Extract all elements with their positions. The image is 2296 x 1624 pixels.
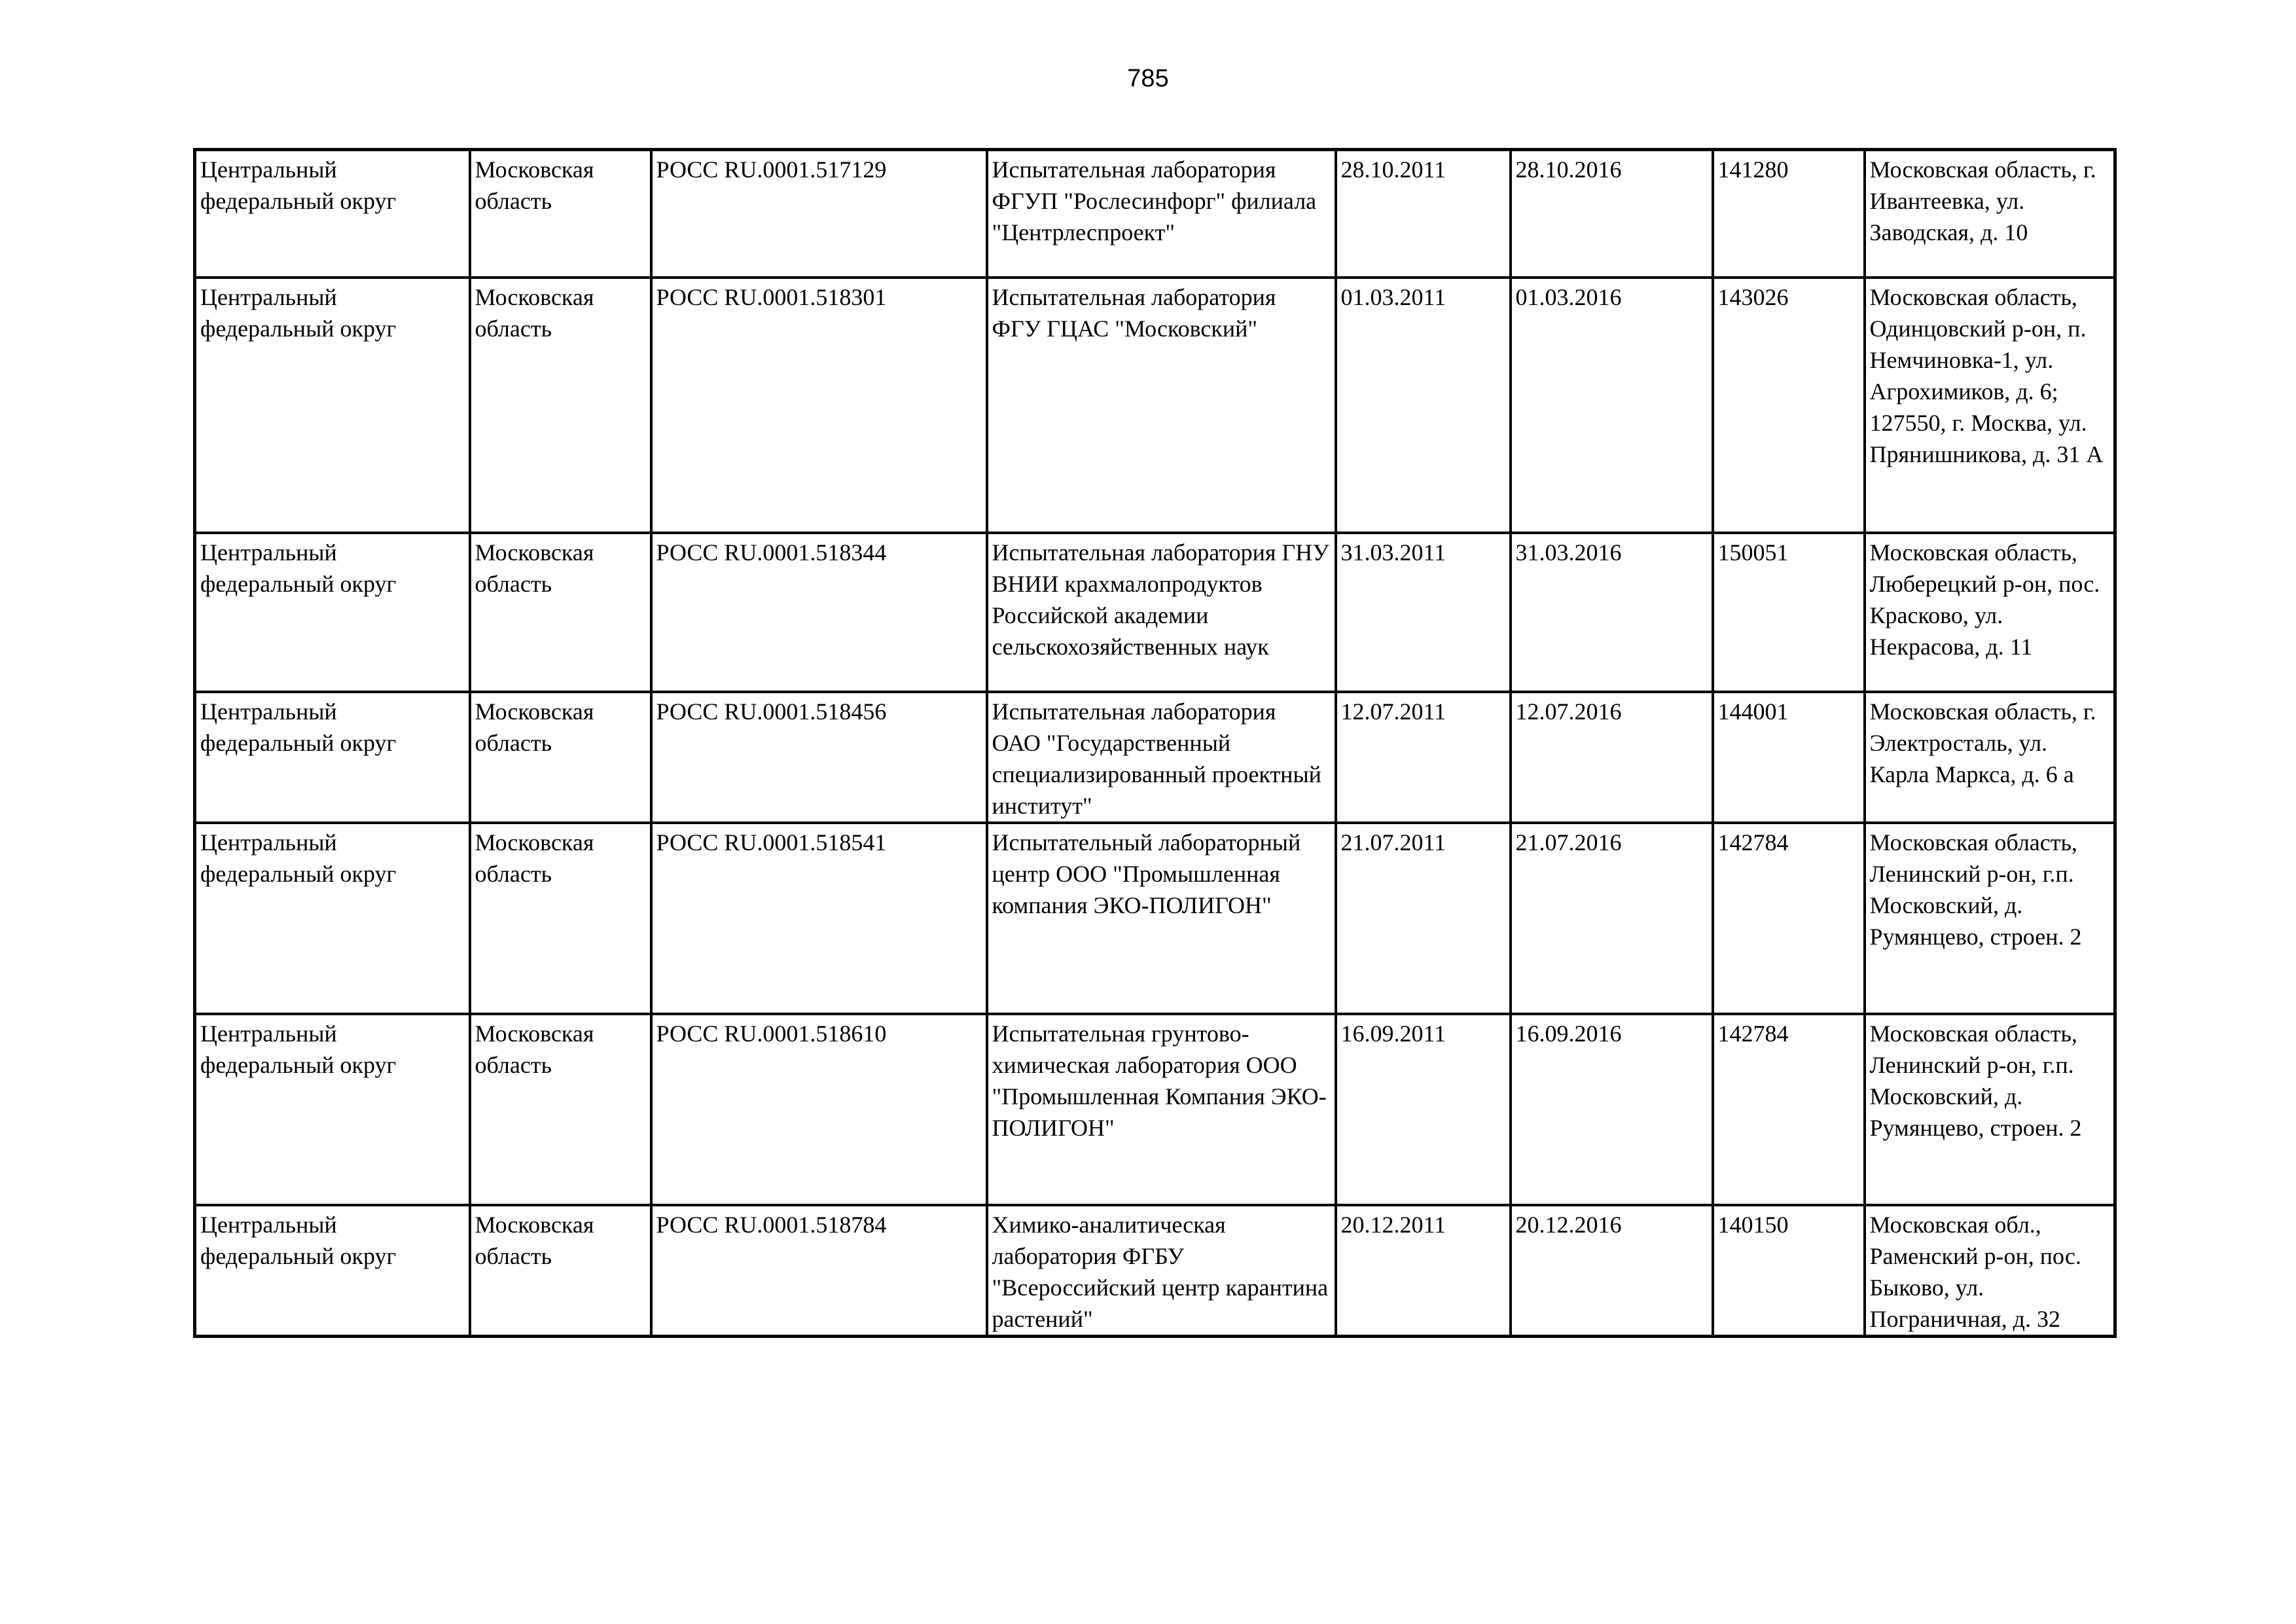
accreditation-number-cell: РОСС RU.0001.518344 [651,533,987,692]
date-to-cell: 28.10.2016 [1511,150,1713,278]
date-to-cell: 20.12.2016 [1511,1205,1713,1337]
region-cell: Московская область [470,1014,651,1205]
postal-code-cell: 141280 [1713,150,1865,278]
date-from-cell: 21.07.2011 [1336,823,1511,1014]
address-cell: Московская область, Люберецкий р-он, пос. Красково, ул. Некрасова, д. 11 [1865,533,2115,692]
accreditation-number-cell: РОСС RU.0001.517129 [651,150,987,278]
accreditation-number-cell: РОСС RU.0001.518456 [651,692,987,823]
laboratory-name-cell: Испытательная лаборатория ОАО "Государственный специализированный проектный институт" [987,692,1336,823]
postal-code-cell: 142784 [1713,1014,1865,1205]
region-cell: Московская область [470,692,651,823]
date-from-cell: 20.12.2011 [1336,1205,1511,1337]
laboratory-name-cell: Испытательная лаборатория ФГУ ГЦАС "Московский" [987,278,1336,533]
district-cell: Центральный федеральный округ [195,1014,470,1205]
district-cell: Центральный федеральный округ [195,692,470,823]
district-cell: Центральный федеральный округ [195,533,470,692]
postal-code-cell: 140150 [1713,1205,1865,1337]
postal-code-cell: 142784 [1713,823,1865,1014]
region-cell: Московская область [470,278,651,533]
accreditation-number-cell: РОСС RU.0001.518541 [651,823,987,1014]
accreditation-number-cell: РОСС RU.0001.518301 [651,278,987,533]
laboratory-registry-table [193,148,2117,1338]
laboratory-name-cell: Испытательная лаборатория ГНУ ВНИИ крахмалопродуктов Российской академии сельскохозяйственных наук [987,533,1336,692]
address-cell: Московская обл., Раменский р-он, пос. Быково, ул. Пограничная, д. 32 [1865,1205,2115,1337]
address-cell: Московская область, г. Электросталь, ул. Карла Маркса, д. 6 а [1865,692,2115,823]
district-cell: Центральный федеральный округ [195,1205,470,1337]
postal-code-cell: 150051 [1713,533,1865,692]
postal-code-cell: 143026 [1713,278,1865,533]
address-cell: Московская область, Одинцовский р-он, п. Немчиновка-1, ул. Агрохимиков, д. 6; 127550, г. Москва, ул. Прянишникова, д. 31 А [1865,278,2115,533]
date-to-cell: 01.03.2016 [1511,278,1713,533]
address-cell: Московская область, Ленинский р-он, г.п. Московский, д. Румянцево, строен. 2 [1865,823,2115,1014]
region-cell: Московская область [470,533,651,692]
date-from-cell: 31.03.2011 [1336,533,1511,692]
district-cell: Центральный федеральный округ [195,278,470,533]
date-from-cell: 12.07.2011 [1336,692,1511,823]
table-row [195,150,2115,278]
accreditation-number-cell: РОСС RU.0001.518610 [651,1014,987,1205]
laboratory-name-cell: Испытательный лабораторный центр ООО "Промышленная компания ЭКО-ПОЛИГОН" [987,823,1336,1014]
page-number: 785 [1127,65,1169,92]
table-row [195,533,2115,692]
address-cell: Московская область, Ленинский р-он, г.п. Московский, д. Румянцево, строен. 2 [1865,1014,2115,1205]
date-to-cell: 16.09.2016 [1511,1014,1713,1205]
date-from-cell: 01.03.2011 [1336,278,1511,533]
accreditation-number-cell: РОСС RU.0001.518784 [651,1205,987,1337]
date-from-cell: 16.09.2011 [1336,1014,1511,1205]
address-cell: Московская область, г. Ивантеевка, ул. Заводская, д. 10 [1865,150,2115,278]
table-row [195,692,2115,823]
table-row [195,823,2115,1014]
laboratory-name-cell: Испытательная лаборатория ФГУП "Рослесинфорг" филиала "Центрлеспроект" [987,150,1336,278]
table-row [195,278,2115,533]
laboratory-name-cell: Испытательная грунтово-химическая лаборатория ООО "Промышленная Компания ЭКО-ПОЛИГОН" [987,1014,1336,1205]
date-to-cell: 12.07.2016 [1511,692,1713,823]
district-cell: Центральный федеральный округ [195,150,470,278]
district-cell: Центральный федеральный округ [195,823,470,1014]
date-to-cell: 21.07.2016 [1511,823,1713,1014]
date-from-cell: 28.10.2011 [1336,150,1511,278]
postal-code-cell: 144001 [1713,692,1865,823]
region-cell: Московская область [470,1205,651,1337]
region-cell: Московская область [470,823,651,1014]
date-to-cell: 31.03.2016 [1511,533,1713,692]
laboratory-name-cell: Химико-аналитическая лаборатория ФГБУ "Всероссийский центр карантина растений" [987,1205,1336,1337]
region-cell: Московская область [470,150,651,278]
table-row [195,1205,2115,1337]
table-row [195,1014,2115,1205]
